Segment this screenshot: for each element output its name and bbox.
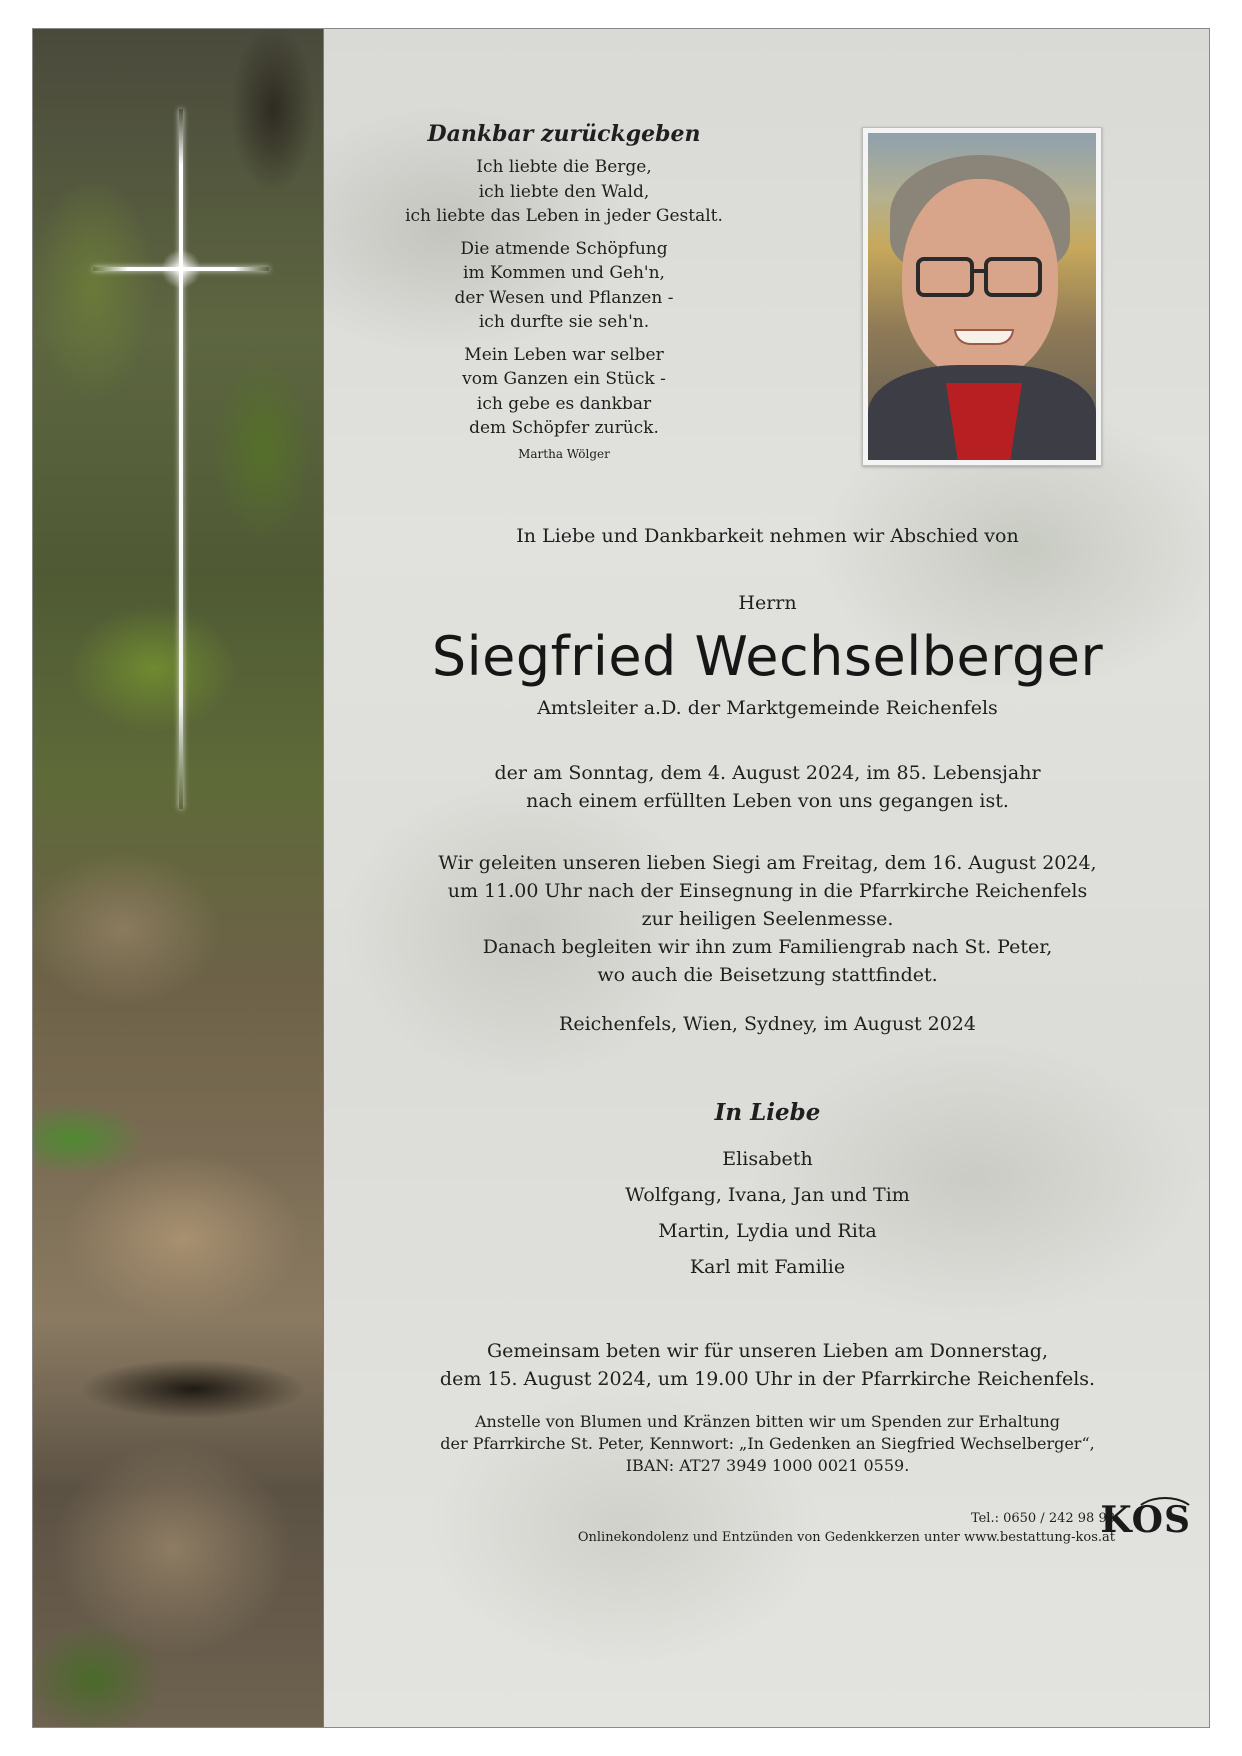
place-date: Reichenfels, Wien, Sydney, im August 2024 xyxy=(559,1013,976,1035)
footer xyxy=(578,1509,1115,1547)
family-list xyxy=(324,1141,1210,1285)
main-panel xyxy=(323,29,1210,1727)
deceased-name: Siegfried Wechselberger xyxy=(431,625,1104,688)
family-heading: In Liebe xyxy=(714,1099,821,1126)
deceased-position: Amtsleiter a.D. der Marktgemeinde Reichenfels xyxy=(537,697,998,719)
family-member: Karl mit Familie xyxy=(689,1256,846,1278)
salutation: Herrn xyxy=(738,592,797,614)
kos-logo: KOS xyxy=(1100,1499,1191,1541)
portrait-photo xyxy=(868,133,1096,460)
donation-info: Anstelle von Blumen und Kränzen bitten wir um Spenden zur Erhaltung der Pfarrkirche St. Peter, Kennwort: „In Gedenken an Siegfried Wechselberger“, IBAN: AT27 3949 1000 0021 0559. xyxy=(440,1412,1095,1475)
funeral-info: Wir geleiten unseren lieben Siegi am Freitag, dem 16. August 2024, um 11.00 Uhr nach der Einsegnung in die Pfarrkirche Reichenfels zur heiligen Seelenmesse. Danach begleiten wir ihn zum Familiengrab nach St. Peter, wo auch die Beisetzung stattfindet. xyxy=(438,852,1097,986)
cross-glow xyxy=(161,249,201,289)
poem-stanza-2: Die atmende Schöpfung im Kommen und Geh'n, der Wesen und Pflanzen - ich durfte sie seh'n. xyxy=(454,238,674,332)
poem-stanza-3: Mein Leben war selber vom Ganzen ein Stück - ich gebe es dankbar dem Schöpfer zurück. xyxy=(462,344,666,438)
cross-icon xyxy=(179,109,183,809)
poem-stanza-1: Ich liebte die Berge, ich liebte den Wald, ich liebte das Leben in jeder Gestalt. xyxy=(405,157,723,226)
poem-title: Dankbar zurückgeben xyxy=(427,121,701,147)
poem xyxy=(394,121,734,461)
footer-online[interactable]: Onlinekondolenz und Entzünden von Gedenkkerzen unter www.bestattung-kos.at xyxy=(577,1530,1115,1545)
family-member: Martin, Lydia und Rita xyxy=(658,1220,877,1242)
side-photo-rock xyxy=(33,29,323,1727)
family-member: Wolfgang, Ivana, Jan und Tim xyxy=(625,1184,910,1206)
family-member: Elisabeth xyxy=(722,1148,813,1170)
intro-line: In Liebe und Dankbarkeit nehmen wir Abschied von xyxy=(516,525,1019,547)
footer-phone: Tel.: 0650 / 242 98 98 xyxy=(970,1511,1115,1526)
death-notice: der am Sonntag, dem 4. August 2024, im 85. Lebensjahr nach einem erfüllten Leben von uns gegangen ist. xyxy=(494,762,1041,812)
obituary-card xyxy=(32,28,1210,1728)
portrait-frame xyxy=(862,127,1102,466)
poem-author: Martha Wölger xyxy=(518,446,610,461)
prayer-info: Gemeinsam beten wir für unseren Lieben am Donnerstag, dem 15. August 2024, um 19.00 Uhr in der Pfarrkirche Reichenfels. xyxy=(439,1340,1096,1390)
